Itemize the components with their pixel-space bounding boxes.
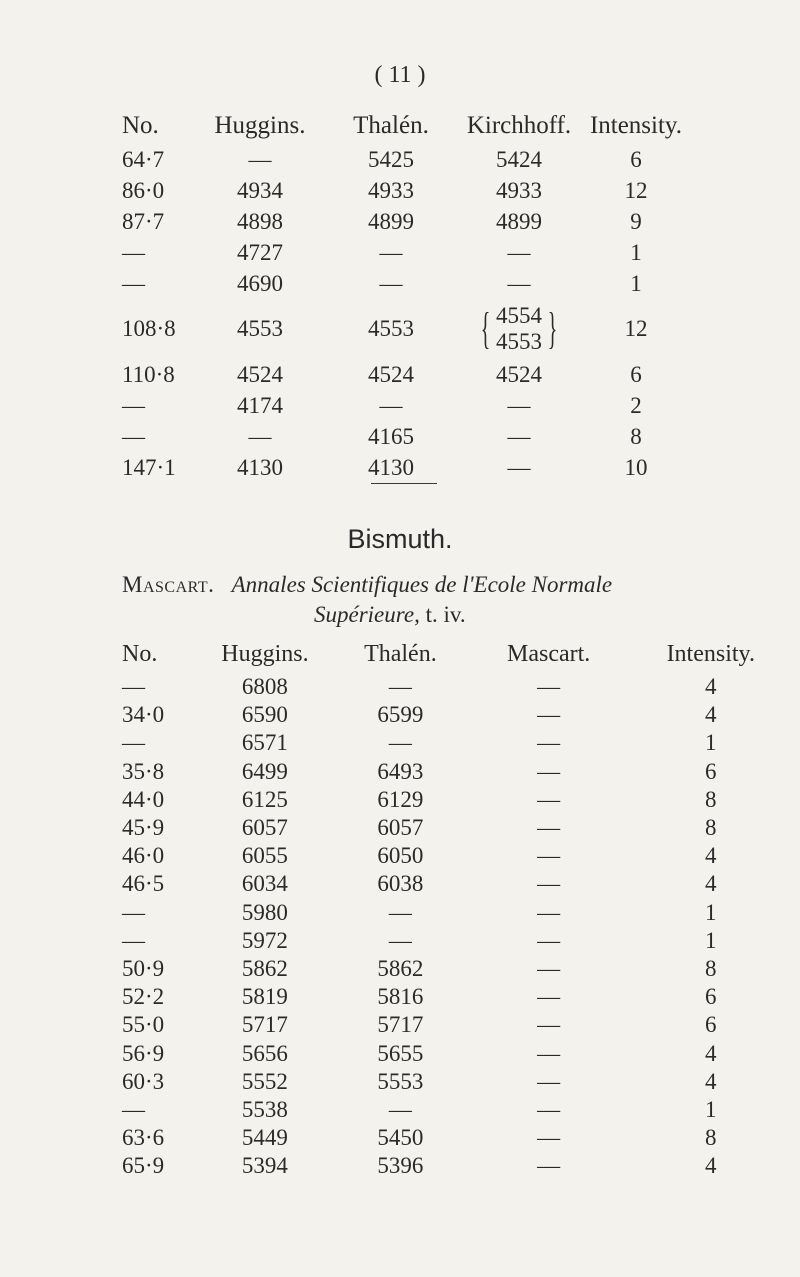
cell-no: — — [122, 392, 145, 418]
table-header-row — [122, 636, 794, 673]
cell-huggins: 5552 — [241, 1068, 288, 1094]
column-header-no: No. — [122, 112, 159, 139]
cell-huggins: 4130 — [237, 454, 283, 480]
cell-mascart: — — [537, 899, 561, 925]
column-header-kirchhoff: Kirchhoff. — [466, 112, 572, 139]
cell-intensity: 10 — [624, 454, 648, 480]
table-row — [122, 1039, 794, 1067]
cell-huggins: — — [248, 423, 272, 449]
cell-no: 64·7 — [122, 146, 165, 172]
table-row — [122, 955, 794, 983]
cell-intensity: 12 — [624, 316, 648, 341]
cell-no: 45·9 — [122, 815, 165, 841]
cell-thalen: 6057 — [377, 815, 424, 841]
bibliographic-reference — [122, 570, 762, 630]
cell-thalen: — — [388, 730, 412, 756]
cell-huggins: 6499 — [241, 758, 288, 784]
column-header-thalen: Thalén. — [353, 112, 429, 139]
cell-thalen: 4899 — [368, 208, 414, 234]
cell-no: 87·7 — [122, 208, 165, 234]
cell-mascart: — — [537, 786, 561, 812]
wavelength-table-2 — [122, 636, 794, 1180]
cell-no: 34·0 — [122, 702, 165, 728]
table-row — [122, 1124, 794, 1152]
cell-kirchhoff: 5424 — [496, 146, 542, 172]
table-row — [122, 870, 794, 898]
cell-no: 108·8 — [122, 316, 176, 341]
cell-intensity: 4 — [705, 1153, 717, 1179]
column-header-no: No. — [122, 641, 158, 667]
cell-no: — — [122, 423, 145, 449]
cell-no: — — [122, 239, 145, 265]
cell-thalen: — — [379, 392, 403, 418]
table-body — [122, 144, 688, 483]
cell-kirchhoff-bracketed — [454, 299, 584, 359]
table-row — [122, 359, 688, 390]
cell-thalen: 5655 — [377, 1040, 424, 1066]
cell-intensity: 1 — [705, 730, 717, 756]
cell-huggins: 5656 — [241, 1040, 288, 1066]
cell-intensity: 4 — [705, 702, 717, 728]
table-row — [122, 144, 688, 175]
cell-no: 55·0 — [122, 1012, 165, 1038]
cell-huggins: — — [248, 146, 272, 172]
table-row — [122, 1096, 794, 1124]
column-header-mascart: Mascart. — [507, 641, 591, 667]
right-brace: } — [547, 304, 558, 353]
cell-huggins: 5862 — [241, 955, 288, 981]
table-row — [122, 927, 794, 955]
table-row — [122, 786, 794, 814]
cell-huggins: 4524 — [237, 361, 283, 387]
cell-huggins: 5980 — [241, 899, 288, 925]
cell-huggins: 4553 — [237, 316, 283, 341]
cell-no: 63·6 — [122, 1125, 165, 1151]
cell-thalen: 5553 — [377, 1068, 424, 1094]
cell-mascart: — — [537, 1040, 561, 1066]
cell-thalen: 5396 — [377, 1153, 424, 1179]
cell-kirchhoff-lower: 4553 — [496, 329, 542, 354]
table-row — [122, 673, 794, 701]
cell-mascart: — — [537, 1068, 561, 1094]
cell-thalen: 4553 — [368, 316, 414, 341]
cell-no: — — [122, 927, 145, 953]
cell-kirchhoff: — — [507, 392, 531, 418]
cell-kirchhoff: 4933 — [496, 177, 542, 203]
cell-thalen: — — [388, 927, 412, 953]
cell-intensity: 4 — [705, 843, 717, 869]
cell-mascart: — — [537, 927, 561, 953]
cell-thalen: — — [379, 270, 403, 296]
cell-mascart: — — [537, 1153, 561, 1179]
cell-thalen: 4165 — [368, 423, 414, 449]
cell-thalen: 6129 — [377, 786, 424, 812]
cell-no: 65·9 — [122, 1153, 165, 1179]
table-row — [122, 390, 688, 421]
reference-line-2 — [122, 600, 762, 630]
cell-thalen: 6493 — [377, 758, 424, 784]
cell-kirchhoff: — — [507, 239, 531, 265]
cell-intensity: 4 — [705, 871, 717, 897]
cell-mascart: — — [537, 1096, 561, 1122]
stacked-values — [496, 303, 542, 356]
cell-no: 46·0 — [122, 843, 165, 869]
column-header-huggins: Huggins. — [221, 641, 309, 667]
cell-intensity: 2 — [630, 392, 642, 418]
cell-huggins: 5972 — [241, 927, 288, 953]
table-row — [122, 1068, 794, 1096]
section-divider — [371, 483, 437, 484]
cell-thalen: 6599 — [377, 702, 424, 728]
reference-line-1 — [122, 570, 762, 600]
table-row — [122, 758, 794, 786]
cell-intensity: 6 — [705, 758, 717, 784]
cell-huggins: 4727 — [237, 239, 283, 265]
cell-thalen: 4524 — [368, 361, 414, 387]
cell-thalen: — — [379, 239, 403, 265]
cell-huggins: 6057 — [241, 815, 288, 841]
table-row — [122, 842, 794, 870]
cell-no: 44·0 — [122, 786, 165, 812]
wavelength-table-1 — [122, 108, 688, 483]
cell-no: 46·5 — [122, 871, 165, 897]
cell-intensity: 8 — [705, 786, 717, 812]
cell-no: 60·3 — [122, 1068, 165, 1094]
cell-huggins: 6055 — [241, 843, 288, 869]
reference-volume: t. iv. — [425, 602, 466, 627]
cell-huggins: 6125 — [241, 786, 288, 812]
cell-kirchhoff: — — [507, 423, 531, 449]
cell-no: 56·9 — [122, 1040, 165, 1066]
cell-intensity: 6 — [705, 984, 717, 1010]
cell-intensity: 1 — [630, 270, 642, 296]
cell-mascart: — — [537, 815, 561, 841]
cell-thalen: 5717 — [377, 1012, 424, 1038]
cell-intensity: 4 — [705, 1040, 717, 1066]
cell-huggins: 4690 — [237, 270, 283, 296]
cell-thalen: 5816 — [377, 984, 424, 1010]
cell-intensity: 4 — [705, 1068, 717, 1094]
cell-mascart: — — [537, 1012, 561, 1038]
table-row — [122, 729, 794, 757]
cell-no: 52·2 — [122, 984, 165, 1010]
cell-mascart: — — [537, 843, 561, 869]
cell-intensity: 4 — [705, 674, 717, 700]
cell-mascart: — — [537, 702, 561, 728]
left-brace: { — [480, 304, 491, 353]
cell-no: — — [122, 674, 145, 700]
cell-intensity: 1 — [705, 1096, 717, 1122]
cell-thalen: 6050 — [377, 843, 424, 869]
reference-journal-cont: Supérieure, — [314, 602, 420, 627]
cell-mascart: — — [537, 758, 561, 784]
cell-huggins: 6571 — [241, 730, 288, 756]
cell-huggins: 4898 — [237, 208, 283, 234]
cell-intensity: 1 — [630, 239, 642, 265]
table-row — [122, 899, 794, 927]
cell-huggins: 6808 — [241, 674, 288, 700]
table-body — [122, 673, 794, 1180]
column-header-intensity: Intensity. — [589, 112, 683, 139]
table-row — [122, 175, 688, 206]
cell-thalen: 5862 — [377, 955, 424, 981]
cell-intensity: 6 — [705, 1012, 717, 1038]
cell-intensity: 6 — [630, 146, 642, 172]
cell-huggins: 6034 — [241, 871, 288, 897]
cell-thalen: 6038 — [377, 871, 424, 897]
cell-thalen: 5450 — [377, 1125, 424, 1151]
cell-kirchhoff: 4899 — [496, 208, 542, 234]
cell-no: — — [122, 899, 145, 925]
cell-thalen: — — [388, 674, 412, 700]
table-row — [122, 814, 794, 842]
cell-huggins: 4174 — [237, 392, 283, 418]
cell-intensity: 8 — [630, 423, 642, 449]
table-row — [122, 1011, 794, 1039]
column-header-intensity: Intensity. — [666, 641, 755, 667]
table-row — [122, 421, 688, 452]
cell-thalen: — — [388, 1096, 412, 1122]
cell-thalen: 4130 — [368, 454, 414, 480]
cell-intensity: 1 — [705, 927, 717, 953]
cell-mascart: — — [537, 955, 561, 981]
section-title: Bismuth. — [347, 524, 453, 554]
cell-huggins: 6590 — [241, 702, 288, 728]
cell-kirchhoff: — — [507, 270, 531, 296]
table-row — [122, 206, 688, 237]
cell-no: — — [122, 1096, 145, 1122]
table-row — [122, 299, 688, 359]
cell-intensity: 6 — [630, 361, 642, 387]
column-header-thalen: Thalén. — [364, 641, 437, 667]
cell-no: 147·1 — [122, 454, 176, 480]
cell-mascart: — — [537, 871, 561, 897]
cell-huggins: 4934 — [237, 177, 283, 203]
cell-intensity: 8 — [705, 955, 717, 981]
table-row — [122, 701, 794, 729]
cell-no: 110·8 — [122, 361, 175, 387]
cell-kirchhoff: — — [507, 454, 531, 480]
cell-no: 35·8 — [122, 758, 165, 784]
reference-author: Mascart. — [122, 572, 215, 597]
cell-huggins: 5819 — [241, 984, 288, 1010]
cell-no: — — [122, 270, 145, 296]
table-row — [122, 452, 688, 483]
table-header-row — [122, 108, 688, 144]
cell-intensity: 1 — [705, 899, 717, 925]
cell-thalen: 5425 — [368, 146, 414, 172]
cell-mascart: — — [537, 984, 561, 1010]
table-row — [122, 1152, 794, 1180]
cell-intensity: 8 — [705, 815, 717, 841]
table-row — [122, 237, 688, 268]
column-header-huggins: Huggins. — [214, 112, 306, 139]
cell-thalen: 4933 — [368, 177, 414, 203]
cell-no: 86·0 — [122, 177, 165, 203]
cell-kirchhoff: 4524 — [496, 361, 542, 387]
cell-intensity: 8 — [705, 1125, 717, 1151]
reference-journal: Annales Scientifiques de l'Ecole Normale — [231, 572, 613, 597]
cell-intensity: 9 — [630, 208, 642, 234]
cell-huggins: 5538 — [241, 1096, 288, 1122]
cell-mascart: — — [537, 674, 561, 700]
cell-huggins: 5394 — [241, 1153, 288, 1179]
cell-huggins: 5717 — [241, 1012, 288, 1038]
cell-huggins: 5449 — [241, 1125, 288, 1151]
cell-no: — — [122, 730, 145, 756]
cell-no: 50·9 — [122, 955, 165, 981]
cell-thalen: — — [388, 899, 412, 925]
table-row — [122, 268, 688, 299]
cell-intensity: 12 — [624, 177, 648, 203]
cell-kirchhoff-upper: 4554 — [496, 302, 542, 328]
cell-mascart: — — [537, 1125, 561, 1151]
table-row — [122, 983, 794, 1011]
cell-mascart: — — [537, 730, 561, 756]
page-number: ( 11 ) — [374, 62, 426, 88]
